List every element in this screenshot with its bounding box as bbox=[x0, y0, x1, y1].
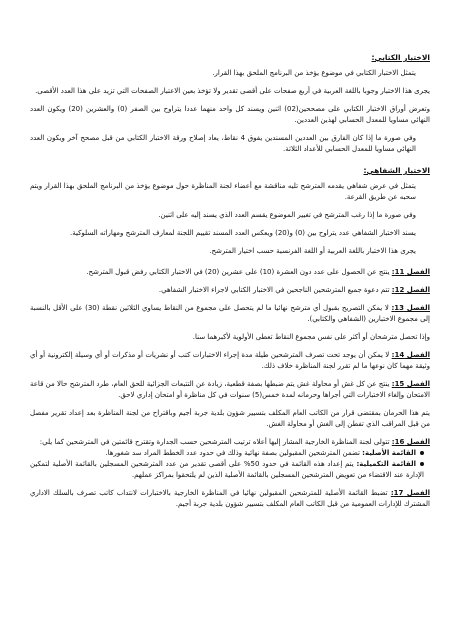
chapter-12-text: تتم دعوة جميع المترشحين الناجحين في الاختبار الكتابي لاجراء الاختبار الشفاهي. bbox=[158, 286, 390, 294]
chapter-14-text: لا يمكن أن يوجد تحت تصرف المترشحين طيلة مدة إجراء الاختبارات كتب أو نشريات أو مذكرات أو أي وسيلة إلكترونية أو أي وثيقة مهما كان نوعها ما لم تقرر لجنة المناظرة خلاف ذلك. bbox=[30, 351, 430, 370]
chapter-16-label: الفصل 16: bbox=[391, 438, 430, 446]
chapter-13-p2: وإذا تحصل مترشحان أو أكثر على نفس مجموع النقاط تعطى الأولوية لأكبرهما سنا. bbox=[192, 333, 430, 341]
chapter-17-label: الفصل 17: bbox=[390, 489, 430, 497]
chapter-16-item-term: القائمة التكميلية: bbox=[356, 460, 416, 468]
chapter-16-item-original bbox=[30, 448, 430, 459]
chapter-16-item-complementary bbox=[30, 459, 430, 481]
chapter-16 bbox=[30, 437, 430, 448]
chapter-12-label: الفصل 12: bbox=[391, 286, 430, 294]
bullet-icon bbox=[420, 462, 424, 466]
chapter-14 bbox=[30, 350, 430, 372]
chapter-16-item-text: يتم إعداد هذه القائمة في حدود 50% على أقصى تقدير من عدد المترشحين المسجلين بالقائمة الأصلية لتمكين الإدارة عند الاقتضاء من تعويض المترشحين المسجلين بالقائمة الأصلية الذين لم يلتحقوا بمراكز عملهم. bbox=[30, 460, 424, 479]
bullet-icon bbox=[420, 451, 424, 455]
written-p1: يتمثل الاختبار الكتابي في موضوع يؤخذ من البرنامج الملحق بهذا القرار. bbox=[212, 69, 416, 77]
chapter-15-label: الفصل 15: bbox=[391, 380, 430, 388]
chapter-15 bbox=[30, 379, 430, 401]
chapter-14-label: الفصل 14: bbox=[391, 351, 430, 359]
chapter-17-text: تضبط القائمة الأصلية للمترشحين المقبولين نهائيا في المناظرة الخارجية بالاختبارات لانتداب كاتب تصرف بالسلك الاداري المشترك للإدارات العمومية من قبل الكاتب العام المكلف بتسيير شؤون بلدية جربة أجيم. bbox=[30, 489, 430, 508]
chapter-15-text: ينتج عن كل غش أو محاولة غش يتم ضبطها بصفة قطعية، زيادة عن التتبعات الجزائية للحق العام، طرد المترشح حالا من قاعة الامتحان وإلغاء الاختبارات التي أجراها وحرمانه لمدة خمس(5) سنوات في كل مناظرة أو امتحان إداري لاحق. bbox=[30, 380, 430, 399]
oral-exam-heading: الاختبار الشفاهي: bbox=[363, 166, 430, 175]
oral-p4: يجرى هذا الاختبار باللغة العربية أو اللغة الفرنسية حسب اختيار المترشح. bbox=[209, 247, 416, 255]
chapter-16-item-term: القائمة الأصلية: bbox=[362, 449, 416, 457]
oral-p2: وفي صورة ما إذا رغب المترشح في تغيير الموضوع يقسم العدد الذي يسند إليه على اثنين. bbox=[158, 211, 416, 219]
chapter-11-text: ينتج عن الحصول على عدد دون العشرة (10) على عشرين (20) في الاختبار الكتابي رفض قبول المترشح. bbox=[86, 268, 390, 276]
oral-p1: يتمثل في عرض شفاهي يقدمه المترشح تليه مناقشة مع أعضاء لجنة المناظرة حول موضوع يؤخذ من البرنامج الملحق بهذا القرار ويتم سحبه عن طريق القرعة. bbox=[30, 182, 416, 201]
chapter-13 bbox=[30, 303, 430, 325]
chapter-11 bbox=[30, 267, 430, 278]
chapter-15-p2: يتم هذا الحرمان بمقتضى قرار من الكاتب العام المكلف بتسيير شؤون بلدية جربة أجيم وباقتراح من لجنة المناظرة بعد إعداد تقرير مفصل من قبل المراقب الذي تفطن إلى الغش أو محاولة الغش. bbox=[30, 409, 430, 428]
oral-p3: يسند الاختبار الشفاهي عدد يتراوح بين (0) و(20) ويعكس العدد المسند تقييم اللجنة لمعارف المترشح ومهاراته السلوكية. bbox=[70, 229, 416, 237]
written-p3: وتعرض أوراق الاختبار الكتابي على مصححين(02) اثنين ويسند كل واحد منهما عددا يتراوح بين الصفر (0) والعشرين (20) ويكون العدد النهائي مساويا للمعدل الحسابي لهذين العددين. bbox=[30, 105, 431, 124]
chapter-16-item-text: تضمن المترشحين المقبولين بصفة نهائية وذلك في حدود عدد الخطط المراد سد شغورها. bbox=[105, 449, 360, 457]
written-exam-heading: الاختبار الكتابي: bbox=[371, 53, 430, 62]
chapter-16-text: تتولى لجنة المناظرة الخارجية المشار إليها أعلاه ترتيب المترشحين حسب الجدارة وتقترح قائمتين في المترشحين كما يلي: bbox=[39, 438, 390, 446]
chapter-13-text: لا يمكن التصريح بقبول أي مترشح نهائيا ما لم يتحصل على مجموع من النقاط يساوي الثلاثين نقطة (30) على الأقل بالنسبة إلى مجموع الاختبارين (الشفاهي والكتابي). bbox=[30, 304, 430, 323]
chapter-11-label: الفصل 11: bbox=[391, 268, 430, 276]
chapter-12 bbox=[30, 285, 430, 296]
chapter-17 bbox=[30, 488, 430, 510]
chapter-13-label: الفصل 13: bbox=[391, 304, 431, 312]
written-p2: يجرى هذا الاختبار وجوبا باللغة العربية في أربع صفحات على أقصى تقدير ولا تؤخذ بعين الاعتبار الصفحات التي تزيد على هذا العدد الأقصى. bbox=[35, 87, 430, 95]
written-p4: وفي صورة ما إذا كان الفارق بين العددين المسندين يفوق 4 نقاط، يعاد إصلاح ورقة الاختبار الكتابي من قبل مصحح آخر ويكون العدد النهائي مساويا للمعدل الحسابي للأعداد الثلاثة. bbox=[30, 134, 417, 153]
